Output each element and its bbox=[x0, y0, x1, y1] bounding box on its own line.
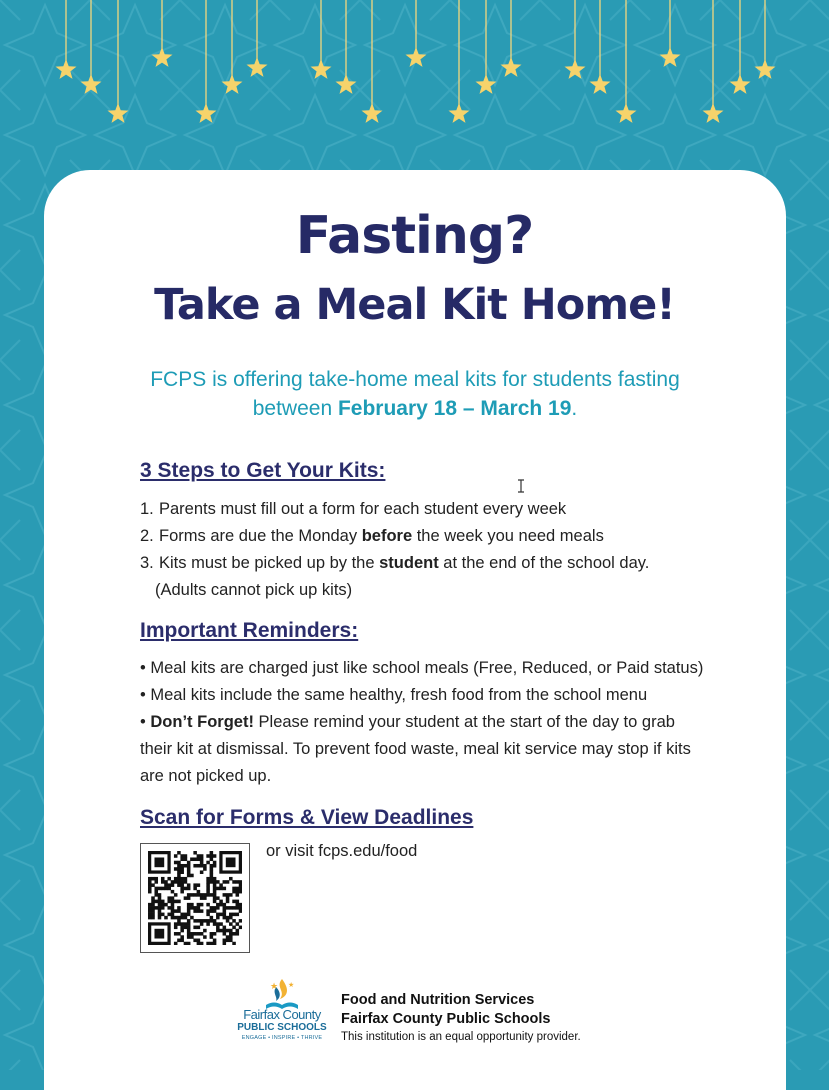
text-cursor-icon bbox=[517, 479, 525, 493]
svg-text:★: ★ bbox=[270, 982, 279, 992]
step-item: 2. Forms are due the Monday before the week you need meals bbox=[140, 527, 604, 545]
page-subtitle: Take a Meal Kit Home! bbox=[154, 280, 675, 330]
equal-opportunity-statement: This institution is an equal opportunity provider. bbox=[341, 1031, 581, 1043]
intro-text: FCPS is offering take-home meal kits for students fasting between February 18 – March 19. bbox=[150, 368, 680, 420]
steps-list bbox=[140, 496, 740, 604]
qr-code-graphic bbox=[148, 851, 242, 945]
reminder-item: • Don’t Forget! Please remind your student at the start of the day to grab bbox=[140, 713, 675, 731]
reminders-heading: Important Reminders: bbox=[140, 619, 359, 642]
step-item: 3. Kits must be picked up by the student at the end of the school day. bbox=[140, 554, 650, 572]
org-line-2: Fairfax County Public Schools bbox=[341, 1011, 551, 1027]
fasting-dates: February 18 – March 19 bbox=[337, 397, 572, 420]
svg-text:★: ★ bbox=[288, 981, 295, 989]
logo-name: Fairfax County bbox=[243, 1007, 321, 1022]
reminder-item: • Meal kits include the same healthy, fresh food from the school menu bbox=[140, 686, 648, 704]
steps-heading: 3 Steps to Get Your Kits: bbox=[140, 459, 386, 482]
org-line-1: Food and Nutrition Services bbox=[341, 992, 535, 1008]
qr-code-icon[interactable] bbox=[140, 843, 250, 953]
logo-tagline: ENGAGE • INSPIRE • THRIVE bbox=[241, 1035, 323, 1041]
reminder-item-continuation: are not picked up. bbox=[140, 767, 272, 785]
reminders-list bbox=[140, 655, 740, 790]
step-item: 1. Parents must fill out a form for each student every week bbox=[140, 500, 567, 518]
scan-heading: Scan for Forms & View Deadlines bbox=[140, 806, 474, 829]
page-title: Fasting? bbox=[295, 206, 534, 266]
visit-link[interactable]: or visit fcps.edu/food bbox=[266, 842, 418, 860]
reminder-item: • Meal kits are charged just like school meals (Free, Reduced, or Paid status) bbox=[140, 659, 704, 677]
reminder-item-continuation: their kit at dismissal. To prevent food waste, meal kit service may stop if kits bbox=[140, 740, 691, 758]
logo-subtitle: PUBLIC SCHOOLS bbox=[237, 1022, 327, 1033]
step-item-continuation: (Adults cannot pick up kits) bbox=[155, 581, 353, 599]
